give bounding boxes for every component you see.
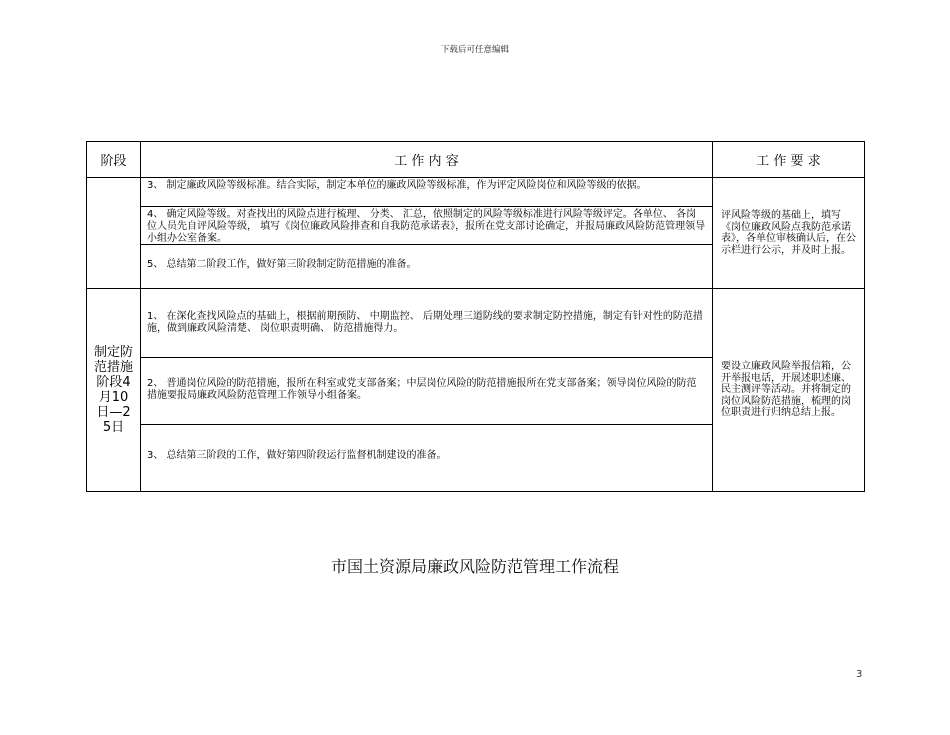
- phase2-item-4: 4、 确定风险等级。对查找出的风险点进行梳理、 分类、 汇总，依照制定的风险等级标准进行风险等级评定。各单位、 各岗位人员先自评风险等级， 填写《岗位廉政风险排查和自我防范承诺表》，报所在党支部讨论确定，并报局廉政风险防范管理领导小组办公室备案。: [141, 206, 712, 244]
- phase2-item-5: 5、 总结第二阶段工作，做好第三阶段制定防范措施的准备。: [141, 244, 712, 288]
- phase2-row: [87, 178, 865, 289]
- header-requirements: 工 作 要 求: [713, 142, 865, 178]
- phase3-stage: [87, 289, 141, 492]
- header-stage: 阶段: [87, 142, 141, 178]
- phase3-item-2: 2、 普通岗位风险的防范措施，报所在科室或党支部备案；中层岗位风险的防范措施报所在党支部备案；领导岗位风险的防范措施要报局廉政风险防范管理工作领导小组备案。: [141, 357, 712, 424]
- work-table: [86, 141, 865, 492]
- header-content: 工 作 内 容: [141, 142, 713, 178]
- phase3-requirements: 要设立廉政风险举报信箱，公开举报电话，开展述职述廉、 民主测评等活动。并将制定的岗位风险防范措施，梳理的岗位职责进行归纳总结上报。: [713, 289, 865, 492]
- phase2-item-3: 3、 制定廉政风险等级标准。结合实际，制定本单位的廉政风险等级标准，作为评定风险岗位和风险等级的依据。: [147, 180, 647, 191]
- phase3-stage-label: 制定防范措施阶段4月10日—25日: [93, 345, 133, 435]
- phase2-stage: [87, 178, 141, 289]
- phase3-item-3: 3、 总结第三阶段的工作，做好第四阶段运行监督机制建设的准备。: [141, 424, 712, 491]
- phase3-item-1: 1、 在深化查找风险点的基础上，根据前期预防、 中期监控、 后期处理三道防线的要求制定防控措施，制定有针对性的防范措施，做到廉政风险清楚、 岗位职责明确、 防范措施得力。: [147, 311, 703, 334]
- phase3-row: [87, 289, 865, 492]
- phase2-content: [141, 178, 713, 289]
- document-title: 市国土资源局廉政风险防范管理工作流程: [330, 557, 619, 576]
- phase3-content: [141, 289, 713, 492]
- page-number: 3: [856, 669, 863, 680]
- table-header-row: [87, 142, 865, 178]
- phase2-requirements: 评风险等级的基础上，填写《岗位廉政风险点我防范承诺表》，各单位审核确认后，在公示栏进行公示，并及时上报。: [713, 178, 865, 289]
- header-note: 下载后可任意编辑: [440, 45, 509, 55]
